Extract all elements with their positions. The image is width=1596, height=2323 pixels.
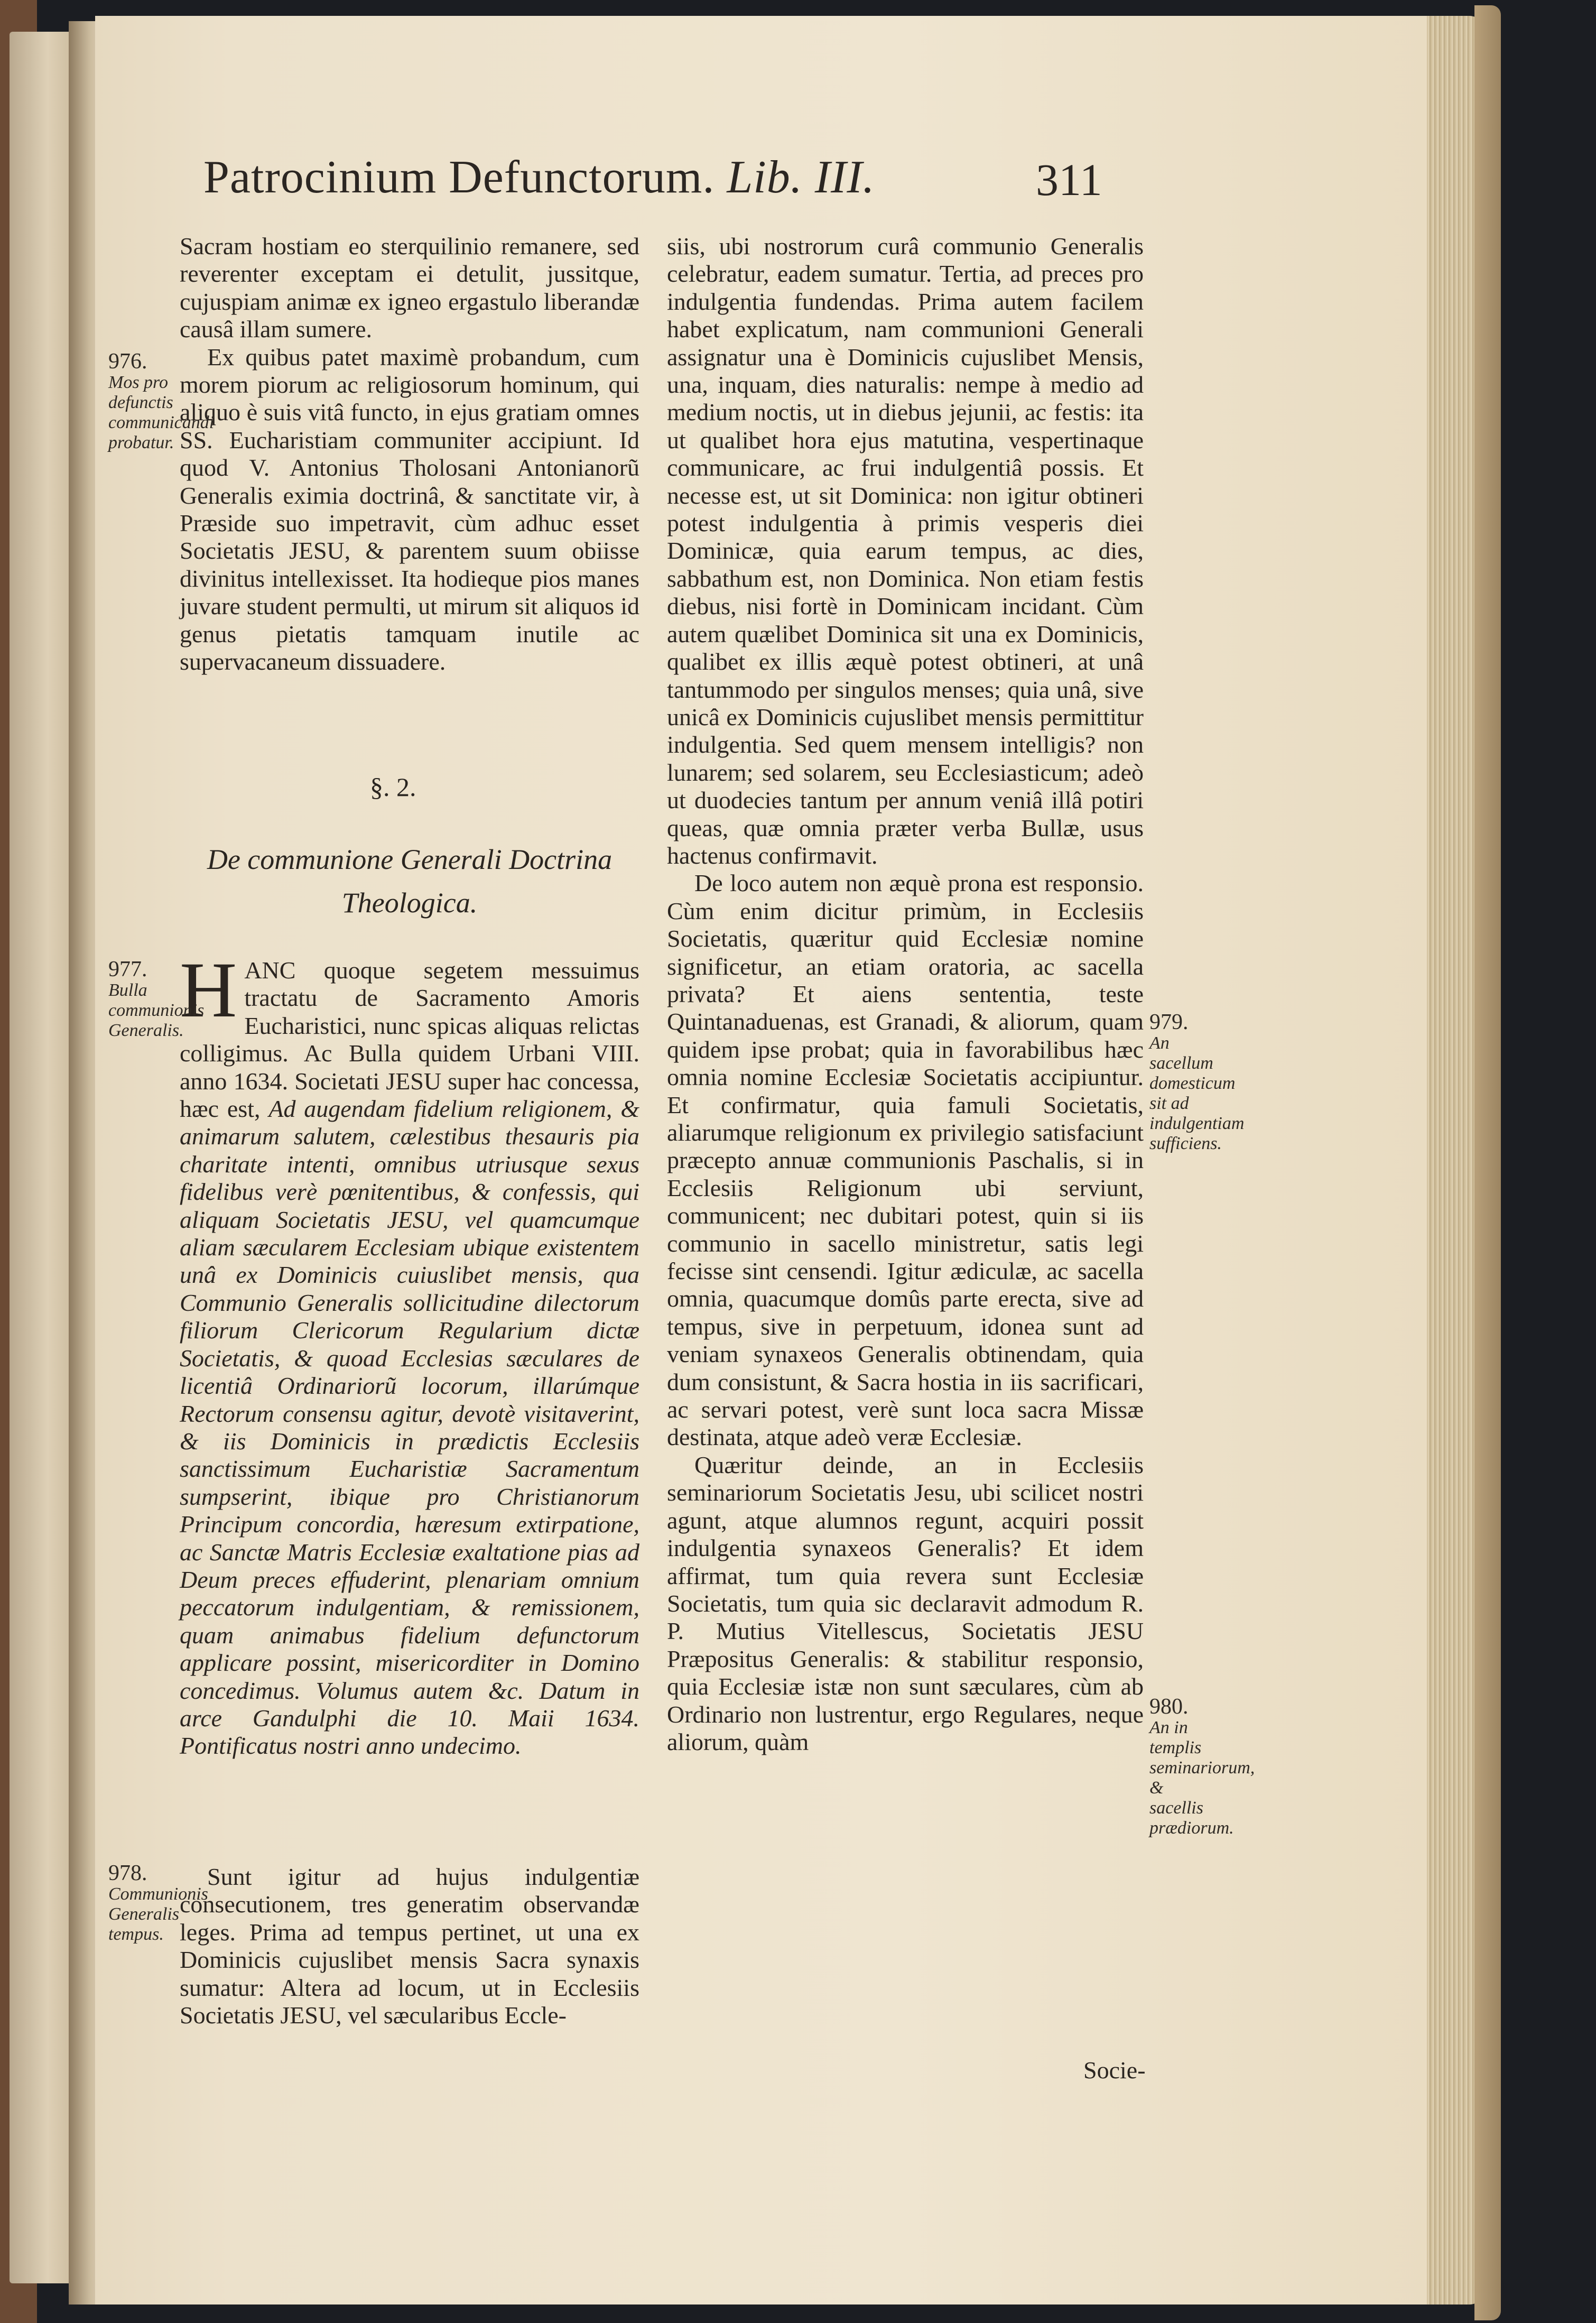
section-heading: De communione Generali Doctrina Theologica. bbox=[207, 844, 613, 919]
left-column-bottom bbox=[180, 1863, 639, 2029]
facing-page-edge bbox=[10, 32, 73, 2283]
paragraph: siis, ubi nostrorum curâ communio Generalis celebratur, eadem sumatur. Tertia, ad preces pro indulgentia fundendas. Prima autem facilem habet explicatum, nam communioni Generali assignatur una è Dominicis cujuslibet Mensis, una, inquam, dies naturalis: nempe à medio ad medium noctis, ut in diebus jejunii, ac festis: ita ut qualibet hora ejus matutina, vespertinaque communicare, ac frui indulgentiâ possis. Et necesse est, ut sit Dominica: non igitur obtineri potest indulgentia à primis vesperis diei Dominicæ, quia earum tempus, ac dies, sabbathum est, non Dominica. Non etiam festis diebus, nisi fortè in Dominicam incidant. Cùm autem quælibet Dominica sit una ex Dominicis, qualibet ex illis æquè potest obtineri, at unâ tantummodo per singulos menses; quia unâ, sive unicâ ex Dominicis cujuslibet mensis permittitur indulgentia. Sed quem mensem intelligis? non lunarem; sed solarem, seu Ecclesiasticum; adeò ut duodecies tantum per annum veniâ illâ potiri queas, quæ omnia præter verba Bullæ, usus hactenus confirmavit. bbox=[667, 233, 1144, 869]
margin-note-text: Bulla communionis Generalis. bbox=[108, 980, 205, 1040]
running-title-text: Patrocinium Defunctorum. bbox=[203, 152, 715, 203]
margin-note-980 bbox=[1149, 1695, 1255, 1838]
left-column-middle bbox=[180, 946, 640, 1760]
margin-note-text: Mos pro defunctis communicandi probatur. bbox=[108, 373, 215, 452]
paragraph: Sunt igitur ad hujus indulgentiæ consecutionem, tres generatim observandæ leges. Prima ad tempus pertinet, ut una ex Dominicis cujuslibet mensis Sacra synaxis sumatur: Altera ad locum, ut in Ecclesiis Societatis JESU, vel sæcularibus Eccle- bbox=[180, 1863, 639, 2029]
margin-note-976 bbox=[108, 349, 215, 453]
right-column bbox=[667, 233, 1144, 1756]
paragraph: Ex quibus patet maximè probandum, cum morem piorum ac religiosorum hominum, qui aliquo è suis vitâ functo, in ejus gratiam omnes SS. Eucharistiam communiter accipiunt. Id quod V. Antonius Tholosani Antonianorũ Generalis eximia doctrinâ, & sanctitate vir, à Præside suo impetravit, cùm adhuc esset Societatis JESU, & parentem suum obiisse divinitus intellexisset. Ita hodieque pios manes juvare student permulti, ut mirum sit aliquos id genus pietatis tamquam inutile ac supervacaneum dissuadere. bbox=[180, 343, 639, 675]
margin-note-text: Communionis Generalis tempus. bbox=[108, 1884, 208, 1944]
section-mark: §. 2. bbox=[370, 772, 416, 802]
margin-note-number: 978. bbox=[108, 1861, 147, 1885]
book-cover-edge bbox=[1474, 5, 1501, 2320]
running-title bbox=[203, 151, 875, 204]
paragraph: Sacram hostiam eo sterquilinio remanere, sed reverenter exceptam ei detulit, jussitque, cujuspiam animæ ex igneo ergastulo liberandæ causâ illam sumere. bbox=[180, 233, 639, 343]
drop-cap: H bbox=[180, 946, 237, 1034]
catchword: Socie- bbox=[1083, 2057, 1146, 2084]
margin-note-text: An in templis seminariorum, & sacellis prædiorum. bbox=[1149, 1718, 1255, 1838]
margin-note-number: 980. bbox=[1149, 1695, 1189, 1719]
bull-intro: ANC quoque segetem messuimus tractatu de Sacramento Amoris Eucharistici, nunc spicas aliquas relictas colligimus. Ac Bulla quidem Urbani VIII. anno 1634. Societati JESU super hac concessa, hæc est, bbox=[180, 957, 639, 1123]
book-label: Lib. III. bbox=[727, 152, 875, 203]
margin-note-977 bbox=[108, 957, 205, 1041]
bull-quote: Ad augendam fidelium religionem, & animarum salutem, cælestibus thesauris pia charitate intenti, omnibus utriusque sexus fidelibus verè pœnitentibus, & confessis, qui aliquam Societatis JESU, vel quamcumque aliam sæcularem Ecclesiam ubique existentem unâ ex Dominicis cuiuslibet mensis, qua Communio Generalis sollicitudine dilectorum filiorum Clericorum Regularium dictæ Societatis, & quoad Ecclesias sæculares de licentiâ Ordinariorũ locorum, illarúmque Rectorum consensu agitur, devotè visitaverint, & iis Dominicis in prædictis Ecclesiis sanctissimum Eucharistiæ Sacramentum sumpserint, ibique pro Christianorum Principum concordia, hæresum extirpatione, ac Sanctæ Matris Ecclesiæ exaltatione pias ad Deum preces effuderint, plenariam omnium peccatorum indulgentiam, & remissionem, quam animabus fidelium defunctorum applicare possint, misericorditer in Domino concedimus. Volumus autem &c. Datum in arce Gandulphi die 10. Maii 1634. Pontificatus nostri anno undecimo. bbox=[180, 1095, 640, 1760]
margin-note-978 bbox=[108, 1861, 208, 1945]
margin-note-979 bbox=[1149, 1010, 1245, 1154]
margin-note-number: 976. bbox=[108, 349, 147, 374]
page-number: 311 bbox=[1036, 154, 1102, 205]
margin-note-number: 979. bbox=[1149, 1010, 1189, 1034]
bull-paragraph bbox=[180, 946, 640, 1760]
paragraph: De loco autem non æquè prona est responsio. Cùm enim dicitur primùm, in Ecclesiis Societatis, quæritur quid Ecclesiæ nomine significetur, an etiam oratoria, ac sacella privata? Et aiens sententia, teste Quintanaduenas, est Granadi, & aliorum, quam quidem ipse probat; quia in favorabilibus hæc omnia nomine Ecclesiæ Societatis accipiuntur. Et confirmatur, quia famuli Societatis, aliarumque religionum ex privilegio satisfaciunt præcepto annuæ communionis Paschalis, si in Ecclesiis Religionum ubi serviunt, communicent; nec dubitari potest, quin si iis communio in sacello ministretur, satis legi fecisse sint censendi. Igitur ædiculæ, ac sacella omnia, quacumque domûs parte erecta, sive ad tempus, sive in perpetuum, idonea sunt ad veniam synaxeos Generalis obtinendam, quia dum consistunt, & Sacra hostia in iis sacrificari, ac servari potest, verè sunt loca sacra Missæ destinata, atque adeò veræ Ecclesiæ. bbox=[667, 869, 1144, 1451]
paragraph: Quæritur deinde, an in Ecclesiis seminariorum Societatis Jesu, ubi scilicet nostri agunt, atque alumnos regunt, acquiri possit indulgentia synaxeos Generalis? Et idem affirmat, tum quia revera sunt Ecclesiæ Societatis, tum quia sic declaravit admodum R. P. Mutius Vitellescus, Societatis JESU Præpositus Generalis: & stabilitur responsio, quia Ecclesiæ istæ non sunt sæculares, cùm ab Ordinario non lustrentur, ergo Regulares, neque aliorum, quàm bbox=[667, 1451, 1144, 1755]
margin-note-text: An sacellum domesticum sit ad indulgentiam sufficiens. bbox=[1149, 1033, 1245, 1153]
left-column-top bbox=[180, 233, 639, 676]
margin-note-number: 977. bbox=[108, 957, 147, 982]
